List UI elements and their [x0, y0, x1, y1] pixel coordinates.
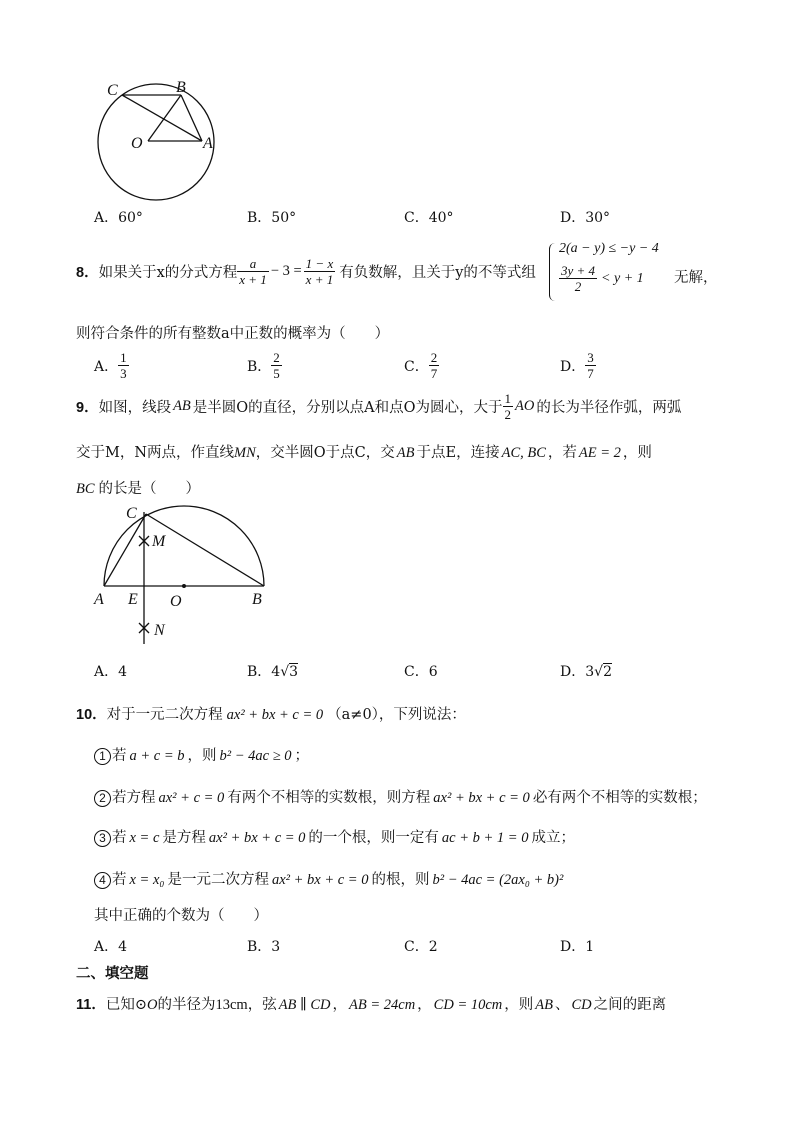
label-o: O — [131, 135, 143, 152]
section-heading: 二、填空题 — [76, 966, 149, 982]
q9-line3: BC 的长是（ ） — [76, 481, 201, 497]
q8-line1 — [76, 256, 536, 287]
q11-line1: 11．已知⊙O的半径为13cm，弦 AB ∥ CD ， AB = 24cm ， CD = 10cm ，则 AB 、 CD 之间的距离 — [76, 997, 667, 1013]
semicircle-figure — [88, 498, 278, 650]
label-c: C — [126, 505, 137, 522]
q8-text1: 如果关于x的分式方程 — [98, 265, 238, 281]
circled-number: 1 — [94, 748, 111, 765]
q9-option-b[interactable]: B．4√3 — [247, 664, 299, 680]
q8-text3: 无解， — [674, 270, 718, 286]
label-a: A — [203, 135, 213, 152]
label-b: B — [176, 79, 186, 96]
label-o: O — [170, 593, 182, 610]
q10-option-c[interactable]: C．2 — [404, 939, 438, 955]
q9-option-a[interactable]: A．4 — [94, 664, 128, 680]
q10-statement-3: 3 若 x = c 是方程 ax² + bx + c = 0 的一个根，则一定有 ac + b + 1 = 0 成立； — [94, 826, 575, 847]
circle-figure — [88, 78, 228, 202]
label-b: B — [252, 591, 262, 608]
q8-minus3: − 3 = — [270, 263, 302, 279]
system-brace — [549, 243, 555, 301]
circled-number: 4 — [94, 872, 111, 889]
q9-option-d[interactable]: D．3√2 — [560, 664, 612, 680]
q7-option-d[interactable]: D．30° — [560, 210, 611, 226]
q8-option-b[interactable]: B． $\frac{2}{5}$ — [247, 350, 280, 381]
q8-option-d[interactable]: D． $\frac{3}{7}$ — [560, 350, 594, 381]
label-e: E — [128, 591, 138, 608]
q8-fraction2: $\frac{1 - x}{x + 1}$ — [305, 256, 334, 287]
q8-system-eq1: 2(a − y) ≤ −y − 4 — [559, 241, 659, 256]
q10-option-d[interactable]: D．1 — [560, 939, 595, 955]
q10-question: 其中正确的个数为（ ） — [94, 908, 268, 924]
q9-line1: 9． 如图，线段 AB 是半圆O的直径，分别以点A和点O为圆心，大于 $\frac{1}{2}$ AO 的长为半径作弧，两弧 — [76, 391, 682, 422]
q10-statement-2: 2 若方程 ax² + c = 0 有两个不相等的实数根，则方程 ax² + bx + c = 0 必有两个不相等的实数根； — [94, 786, 707, 807]
q9-half: $\frac{1}{2}$ — [504, 391, 512, 422]
q8-fraction1: $\frac{a}{x + 1}$ — [239, 256, 267, 287]
circled-number: 2 — [94, 790, 111, 807]
q8-line2: 则符合条件的所有整数a中正数的概率为（ ） — [76, 326, 390, 342]
q8-number: 8． — [76, 265, 99, 281]
q9-line2: 交于M，N两点，作直线MN，交半圆O于点C，交 AB 于点E，连接 AC, BC ，若 AE = 2 ，则 — [76, 445, 652, 461]
q8-text2: 有负数解，且关于y的不等式组 — [339, 265, 536, 281]
q8-option-c[interactable]: C． $\frac{2}{7}$ — [404, 350, 438, 381]
q8-option-a[interactable]: A． $\frac{1}{3}$ — [94, 350, 127, 381]
q9-option-c[interactable]: C．6 — [404, 664, 438, 680]
label-c: C — [107, 82, 118, 99]
q10-statement-4: 4 若 x = x₀ 是一元二次方程 ax² + bx + c = 0 的根，则 b² − 4ac = (2ax₀ + b)² — [94, 868, 566, 889]
q10-option-a[interactable]: A．4 — [94, 939, 128, 955]
q11-number: 11． — [76, 997, 106, 1013]
q10-number: 10． — [76, 707, 107, 723]
q8-system-eq2: $\frac{3y + 4}{2}$ < y + 1 — [561, 263, 644, 294]
label-n: N — [154, 622, 165, 639]
q10-statement-1: 1 若 a + c = b ，则 b² − 4ac ≥ 0 ； — [94, 744, 309, 765]
label-a: A — [94, 591, 104, 608]
q7-option-a[interactable]: A．60° — [94, 210, 143, 226]
q7-option-b[interactable]: B．50° — [247, 210, 297, 226]
q7-option-c[interactable]: C．40° — [404, 210, 454, 226]
q10-stem: 10．对于一元二次方程 ax² + bx + c = 0 （a≠0），下列说法： — [76, 707, 466, 723]
label-m: M — [152, 533, 166, 550]
q10-option-b[interactable]: B．3 — [247, 939, 281, 955]
q9-number: 9． — [76, 400, 99, 416]
circled-number: 3 — [94, 830, 111, 847]
